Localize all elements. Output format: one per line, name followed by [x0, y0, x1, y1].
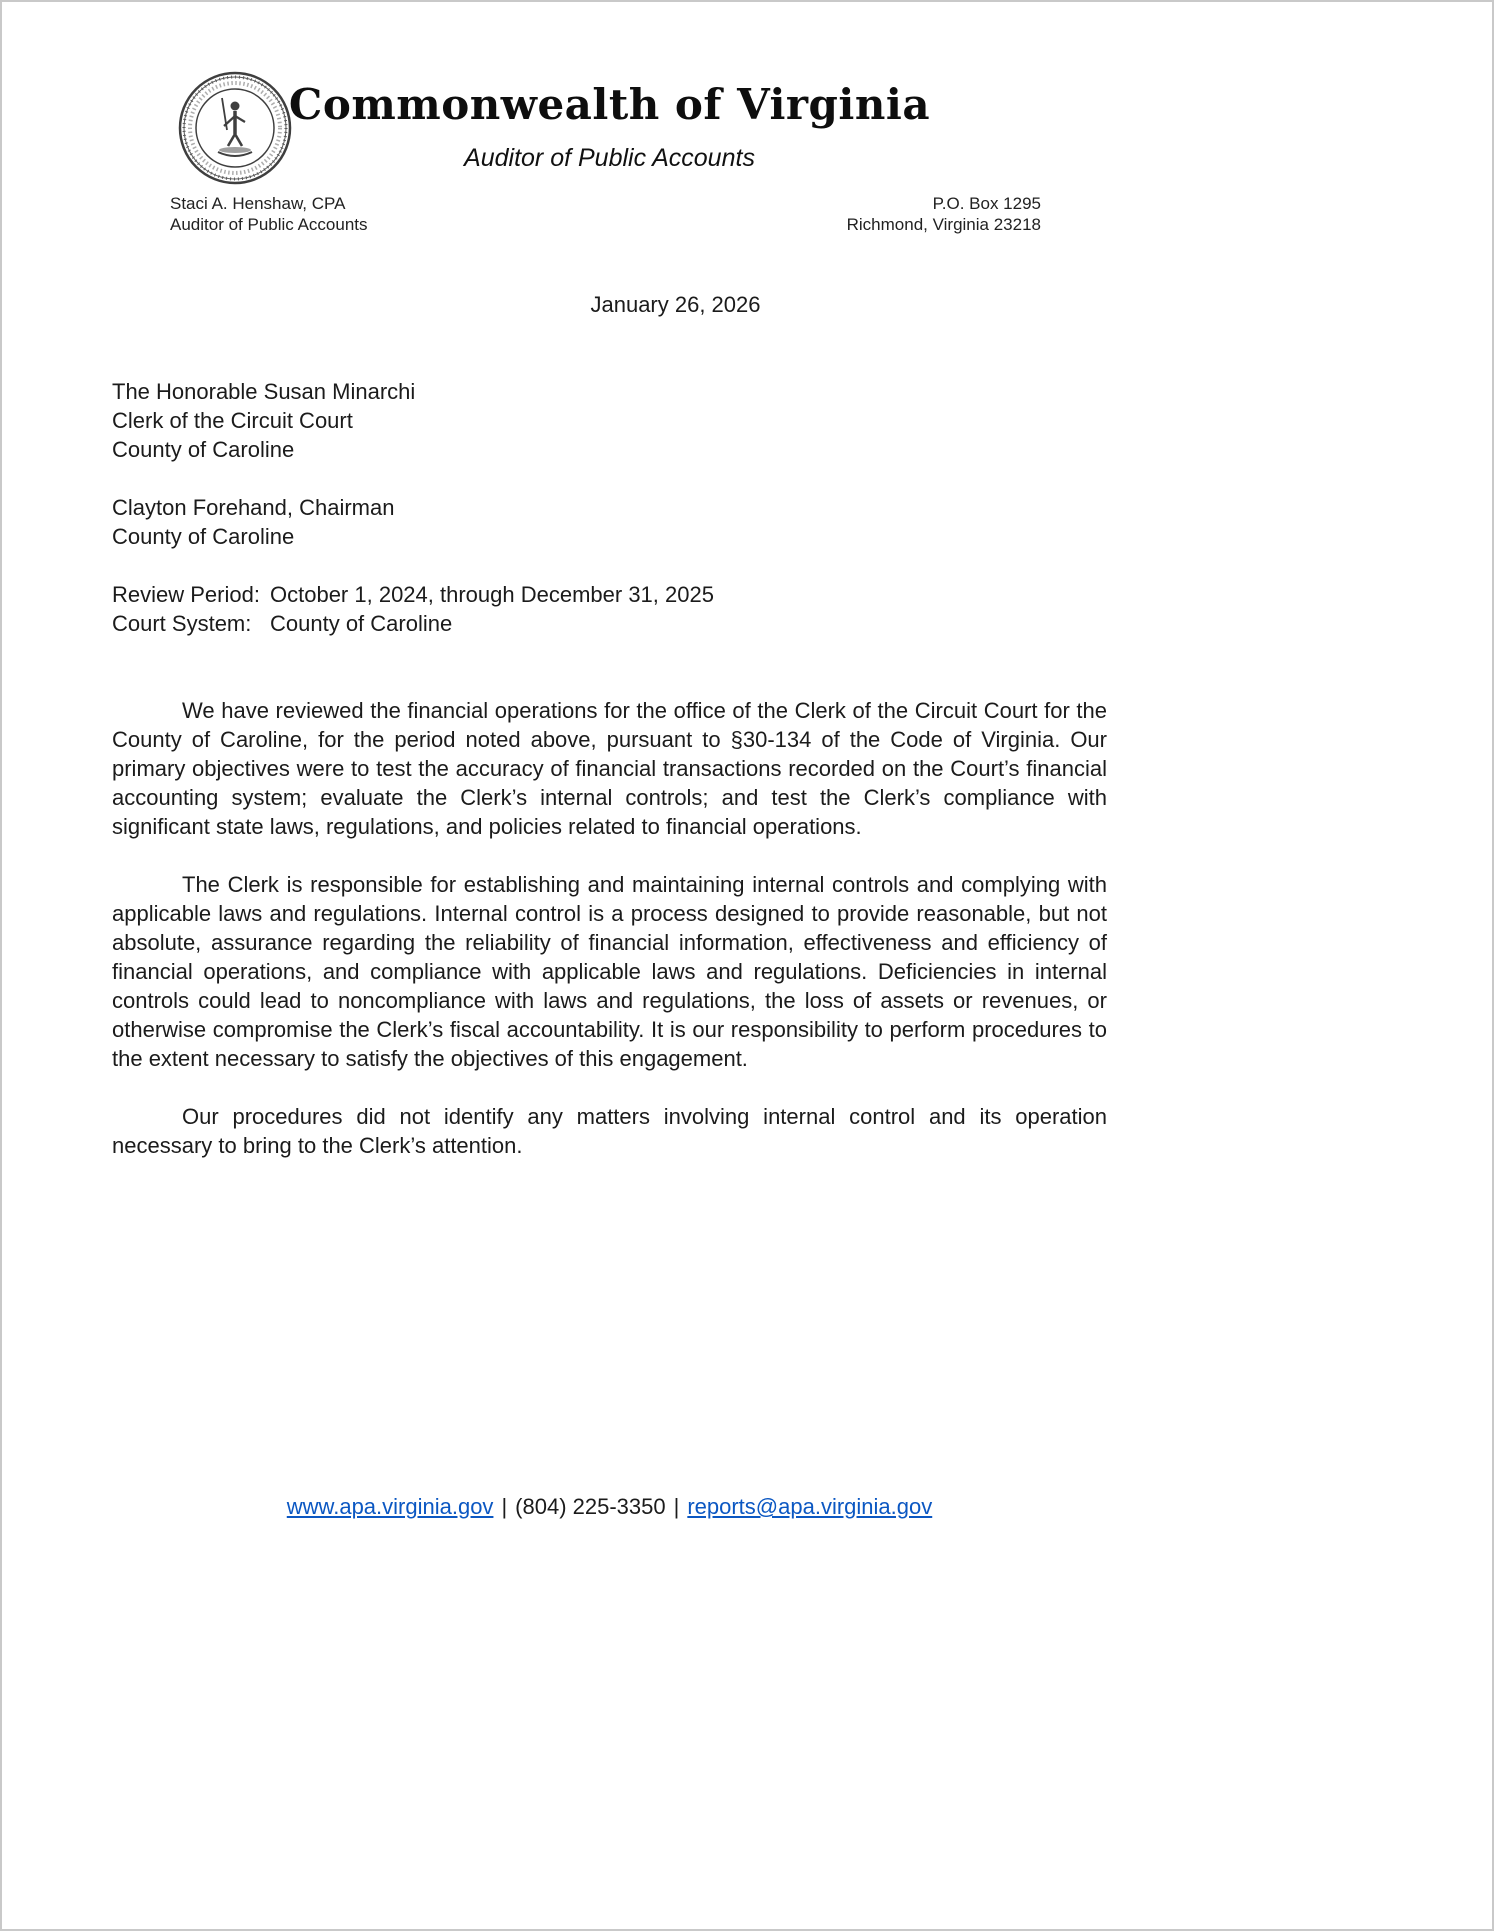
letter-paragraphs	[112, 696, 1107, 1160]
phone-number: (804) 225-3350	[515, 1494, 666, 1519]
org-subtitle: Auditor of Public Accounts	[464, 144, 755, 173]
website-link[interactable]: www.apa.virginia.gov	[286, 1494, 494, 1519]
body-paragraph-2: The Clerk is responsible for establishing and maintaining internal controls and complying with applicable laws and regulations. Internal control is a process designed to provide reasonable, but not absolute, assurance regarding the reliability of financial information, effectiveness and efficiency of financial operations, and compliance with applicable laws and regulations. Deficiencies in internal controls could lead to noncompliance with laws and regulations, the loss of assets or revenues, or otherwise compromise the Clerk’s fiscal accountability. It is our responsibility to perform procedures to the extent necessary to satisfy the objectives of this engagement.	[112, 872, 1107, 1071]
footer-separator-2: |	[673, 1494, 680, 1519]
review-period-label: Review Period:	[112, 582, 260, 607]
recipient-title: Clerk of the Circuit Court	[112, 408, 353, 433]
body-paragraph-1: We have reviewed the financial operations for the office of the Clerk of the Circuit Court for the County of Caroline, for the period noted above, pursuant to §30-134 of the Code of Virginia. Our primary objectives were to test the accuracy of financial transactions recorded on the Court’s financial accounting system; evaluate the Clerk’s internal controls; and test the Clerk’s compliance with significant state laws, regulations, and policies related to financial operations.	[112, 698, 1107, 839]
city-state-zip-line: Richmond, Virginia 23218	[846, 215, 1041, 234]
review-period-value: October 1, 2024, through December 31, 2025	[270, 582, 714, 607]
footer	[112, 1494, 1107, 1520]
body-paragraph-3: Our procedures did not identify any matters involving internal control and its operation necessary to bring to the Clerk’s attention.	[112, 1104, 1107, 1158]
recipient-block-1	[112, 377, 1107, 464]
recipient2-locality: County of Caroline	[112, 524, 295, 549]
letter-body	[112, 2, 1107, 1189]
auditor-name: Staci A. Henshaw, CPA	[170, 194, 346, 213]
court-system-label: Court System:	[112, 611, 252, 636]
court-system-value: County of Caroline	[270, 611, 453, 636]
email-link[interactable]: reports@apa.virginia.gov	[687, 1494, 933, 1519]
court-system-line	[112, 609, 1107, 638]
review-info-block	[112, 580, 1107, 638]
auditor-title: Auditor of Public Accounts	[170, 215, 368, 234]
org-name: Commonwealth of Virginia	[288, 80, 931, 129]
recipient2-name: Clayton Forehand, Chairman	[112, 495, 395, 520]
po-box-line: P.O. Box 1295	[932, 194, 1041, 213]
letter-date: January 26, 2026	[590, 292, 761, 317]
footer-separator-1: |	[501, 1494, 508, 1519]
recipient-locality: County of Caroline	[112, 437, 295, 462]
recipient-block-2	[112, 493, 1107, 551]
recipient-name: The Honorable Susan Minarchi	[112, 379, 416, 404]
review-period-line	[112, 580, 1107, 609]
